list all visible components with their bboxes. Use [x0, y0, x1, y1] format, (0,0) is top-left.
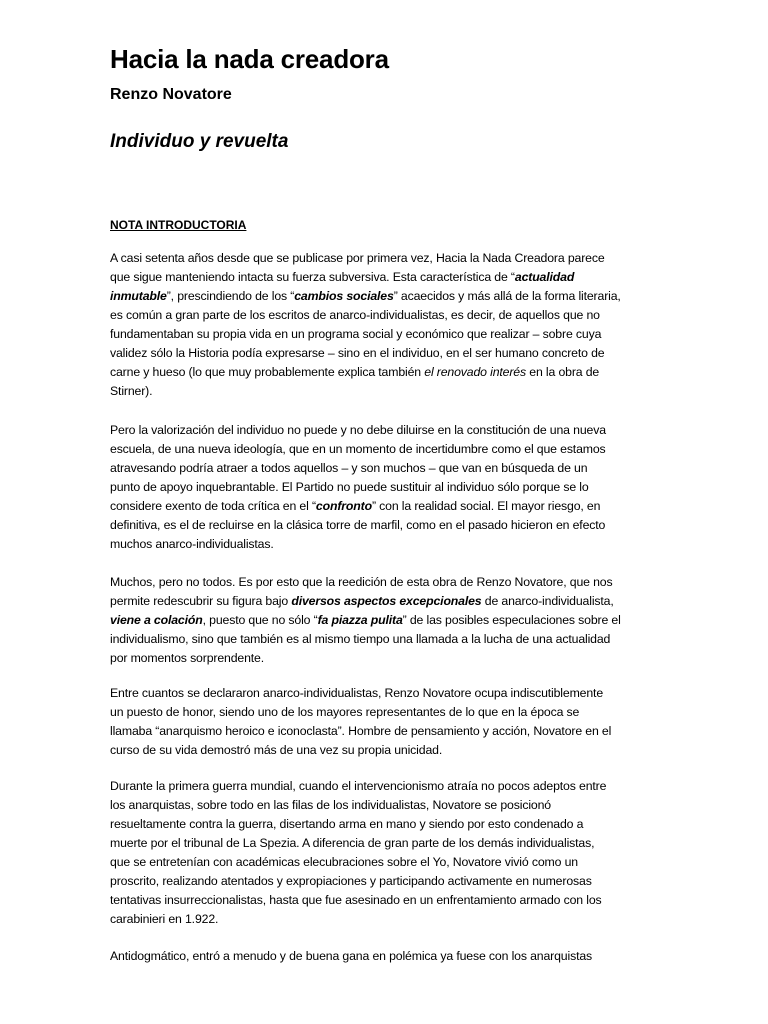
text-run: resueltamente contra la guerra, disertando arma en mano y siendo por esto condenado a: [110, 817, 584, 831]
text-run: llamaba “anarquismo heroico e iconoclasta”. Hombre de pensamiento y acción, Novatore en el: [110, 724, 612, 738]
paragraph-line: [110, 535, 660, 554]
paragraph-line: [110, 796, 660, 815]
text-run: definitiva, es el de recluirse en la clásica torre de marfil, como en el pasado hicieron en efecto: [110, 518, 606, 532]
paragraph: [110, 573, 660, 668]
text-run: fundamentaban su propia vida en un programa social y económico que realizar – sobre cuya: [110, 327, 602, 341]
paragraph-line: [110, 516, 660, 535]
paragraph-line: [110, 684, 660, 703]
paragraph-line: [110, 325, 660, 344]
paragraph-line: [110, 478, 660, 497]
text-run: por momentos sorprendente.: [110, 651, 264, 665]
emphasis-text: actualidad: [514, 270, 575, 284]
paragraph-line: [110, 249, 660, 268]
text-run: considere exento de toda crítica en el “: [110, 499, 316, 513]
paragraph: [110, 684, 660, 760]
text-run: Stirner).: [110, 384, 153, 398]
text-run: ” de las posibles especulaciones sobre el: [402, 613, 621, 627]
document-author: Renzo Novatore: [110, 86, 232, 103]
text-run: permite redescubrir su figura bajo: [110, 594, 292, 608]
text-run: validez sólo la Historia podía expresarse – sino en el individuo, en el ser humano concreto de: [110, 346, 605, 360]
text-run: carne y hueso (lo que muy probablemente explica también: [110, 365, 425, 379]
text-run: Pero la valorización del individuo no puede y no debe diluirse en la constitución de una nueva: [110, 423, 606, 437]
text-run: curso de su vida demostró más de una vez su propia unicidad.: [110, 743, 443, 757]
text-run: punto de apoyo inquebrantable. El Partido no puede sustituir al individuo sólo porque se lo: [110, 480, 589, 494]
paragraph-line: [110, 910, 660, 929]
paragraph-line: [110, 649, 660, 668]
paragraph-line: [110, 891, 660, 910]
paragraph-line: [110, 573, 660, 592]
text-run: muchos anarco-individualistas.: [110, 537, 274, 551]
text-run: ”, prescindiendo de los “: [166, 289, 295, 303]
text-run: tentativas insurreccionalistas, hasta que fue asesinado en un enfrentamiento armado con los: [110, 893, 602, 907]
text-run: Antidogmático, entró a menudo y de buena gana en polémica ya fuese con los anarquistas: [110, 949, 593, 963]
paragraph-line: [110, 834, 660, 853]
paragraph-line: [110, 722, 660, 741]
text-run: atravesando podría atraer a todos aquellos – y son muchos – que van en búsqueda de un: [110, 461, 588, 475]
paragraph-line: [110, 777, 660, 796]
document-subtitle: Individuo y revuelta: [110, 131, 289, 152]
paragraph: [110, 249, 660, 401]
text-run: ” acaecidos y más allá de la forma literaria,: [393, 289, 621, 303]
paragraph-line: [110, 382, 660, 401]
text-run: Entre cuantos se declararon anarco-individualistas, Renzo Novatore ocupa indiscutiblemente: [110, 686, 604, 700]
text-run: proscrito, realizando atentados y expropiaciones y participando activamente en numerosas: [110, 874, 592, 888]
paragraph-line: [110, 363, 660, 382]
paragraph-line: [110, 741, 660, 760]
document-title: Hacia la nada creadora: [110, 44, 389, 74]
text-run: los anarquistas, sobre todo en las filas de los individualistas, Novatore se posicionó: [110, 798, 551, 812]
text-run: Muchos, pero no todos. Es por esto que la reedición de esta obra de Renzo Novatore, que nos: [110, 575, 613, 589]
paragraph-line: [110, 703, 660, 722]
text-run: individualismo, sino que también es al mismo tiempo una llamada a la lucha de una actualidad: [110, 632, 611, 646]
text-run: , puesto que no sólo “: [202, 613, 318, 627]
paragraph-line: [110, 853, 660, 872]
paragraph-line: [110, 287, 660, 306]
paragraph-line: [110, 592, 660, 611]
emphasis-text: diversos aspectos excepcionales: [291, 594, 482, 608]
text-run: de anarco-individualista,: [481, 594, 614, 608]
text-run: A casi setenta años desde que se publicase por primera vez, Hacia la Nada Creadora parece: [110, 251, 605, 265]
text-run: que se entretenían con académicas elecubraciones sobre el Yo, Novatore vivió como un: [110, 855, 578, 869]
paragraph-line: [110, 440, 660, 459]
paragraph-line: [110, 611, 660, 630]
text-run: escuela, de una nueva ideología, que en un momento de incertidumbre como el que estamos: [110, 442, 606, 456]
paragraph-line: [110, 815, 660, 834]
emphasis-text: confronto: [315, 499, 372, 513]
paragraph: [110, 421, 660, 554]
paragraph-line: [110, 947, 660, 966]
text-run: Durante la primera guerra mundial, cuando el intervencionismo atraía no pocos adeptos entre: [110, 779, 607, 793]
paragraph-line: [110, 872, 660, 891]
paragraph: [110, 947, 660, 966]
paragraph-line: [110, 497, 660, 516]
text-run: un puesto de honor, siendo uno de los mayores representantes de lo que en la época se: [110, 705, 580, 719]
paragraph-line: [110, 459, 660, 478]
paragraph: [110, 777, 660, 929]
text-run: ” con la realidad social. El mayor riesgo, en: [371, 499, 601, 513]
emphasis-text: cambios sociales: [294, 289, 394, 303]
section-heading: NOTA INTRODUCTORIA: [110, 218, 247, 232]
text-run: muerte por el tribunal de La Spezia. A diferencia de gran parte de los demás individualistas,: [110, 836, 595, 850]
emphasis-text: viene a colación: [110, 613, 203, 627]
emphasis-text: el renovado interés: [424, 365, 526, 379]
emphasis-text: fa piazza pulita: [317, 613, 403, 627]
paragraph-line: [110, 630, 660, 649]
text-run: que sigue manteniendo intacta su fuerza subversiva. Esta característica de “: [110, 270, 515, 284]
paragraph-line: [110, 268, 660, 287]
emphasis-text: inmutable: [110, 289, 167, 303]
paragraph-line: [110, 306, 660, 325]
text-run: en la obra de: [526, 365, 600, 379]
text-run: es común a gran parte de los escritos de anarco-individualistas, es decir, de aquellos que no: [110, 308, 600, 322]
paragraph-line: [110, 421, 660, 440]
text-run: carabinieri en 1.922.: [110, 912, 219, 926]
paragraph-line: [110, 344, 660, 363]
